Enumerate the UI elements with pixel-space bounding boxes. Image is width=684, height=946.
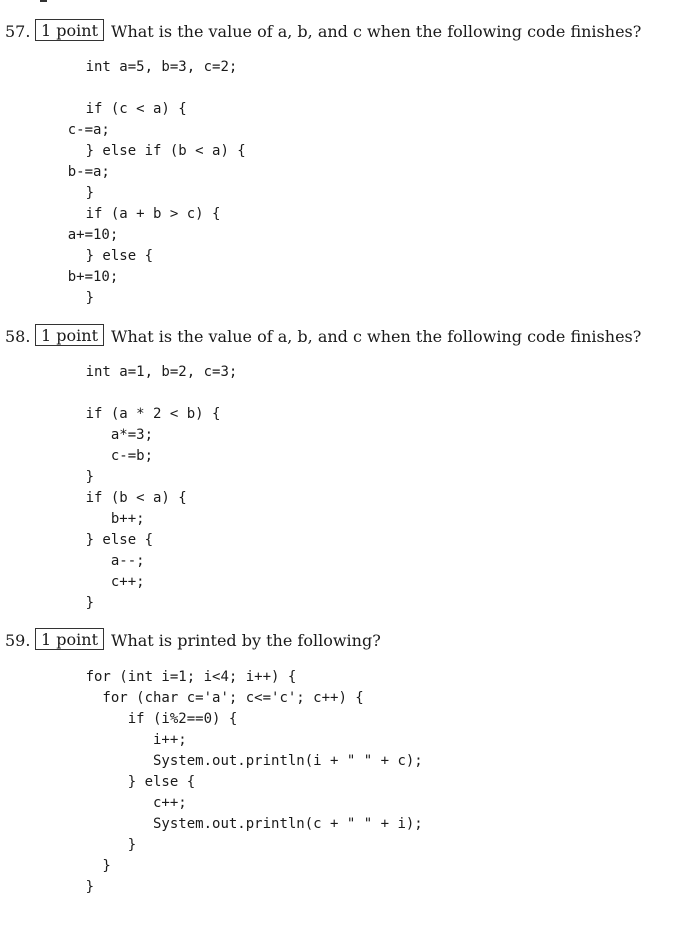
points-box: 1 point: [35, 628, 104, 650]
code-line: if (i%2==0) {: [85, 711, 238, 727]
question-text: What is printed by the following?: [111, 631, 381, 650]
code-line: c-=b;: [85, 448, 154, 464]
points-box: 1 point: [35, 324, 104, 346]
code-line: } else {: [85, 774, 196, 790]
code-line: c++;: [85, 795, 187, 811]
code-line: System.out.println(c + " " + i);: [85, 816, 423, 832]
code-line: b++;: [85, 511, 145, 527]
code-line: }: [85, 879, 95, 895]
code-line: if (b < a) {: [85, 490, 187, 506]
code-line: }: [85, 469, 95, 485]
code-line: } else {: [85, 248, 154, 264]
code-line: }: [85, 595, 95, 611]
code-line: if (a + b > c) {: [85, 206, 221, 222]
code-line: for (char c='a'; c<='c'; c++) {: [85, 690, 364, 706]
code-line: for (int i=1; i<4; i++) {: [85, 669, 297, 685]
question-59: [0, 628, 684, 895]
code-line: }: [85, 290, 95, 306]
code-line: a+=10;: [34, 227, 119, 243]
code-line: a--;: [85, 553, 145, 569]
code-line: int a=1, b=2, c=3;: [85, 364, 238, 380]
question-58: [0, 324, 684, 611]
code-line: } else {: [85, 532, 154, 548]
code-line: c++;: [85, 574, 145, 590]
code-line: b-=a;: [34, 164, 110, 180]
code-line: a*=3;: [85, 427, 154, 443]
page-top-rule: [40, 0, 47, 2]
question-number: 58.: [5, 327, 31, 346]
code-line: i++;: [85, 732, 187, 748]
code-line: } else if (b < a) {: [85, 143, 246, 159]
code-line: if (c < a) {: [85, 101, 187, 117]
points-box: 1 point: [35, 19, 104, 41]
code-line: }: [85, 837, 137, 853]
code-line: System.out.println(i + " " + c);: [85, 753, 423, 769]
question-number: 59.: [5, 631, 31, 650]
question-header: [0, 324, 684, 350]
code-line: b+=10;: [34, 269, 119, 285]
code-line: }: [85, 185, 95, 201]
code-line: int a=5, b=3, c=2;: [85, 59, 238, 75]
question-header: [0, 628, 684, 654]
question-text: What is the value of a, b, and c when the following code finishes?: [111, 22, 642, 41]
code-line: c-=a;: [34, 122, 110, 138]
question-57: [0, 19, 684, 306]
question-text: What is the value of a, b, and c when the following code finishes?: [111, 327, 642, 346]
code-line: if (a * 2 < b) {: [85, 406, 221, 422]
question-header: [0, 19, 684, 45]
code-line: }: [85, 858, 111, 874]
question-number: 57.: [5, 22, 31, 41]
